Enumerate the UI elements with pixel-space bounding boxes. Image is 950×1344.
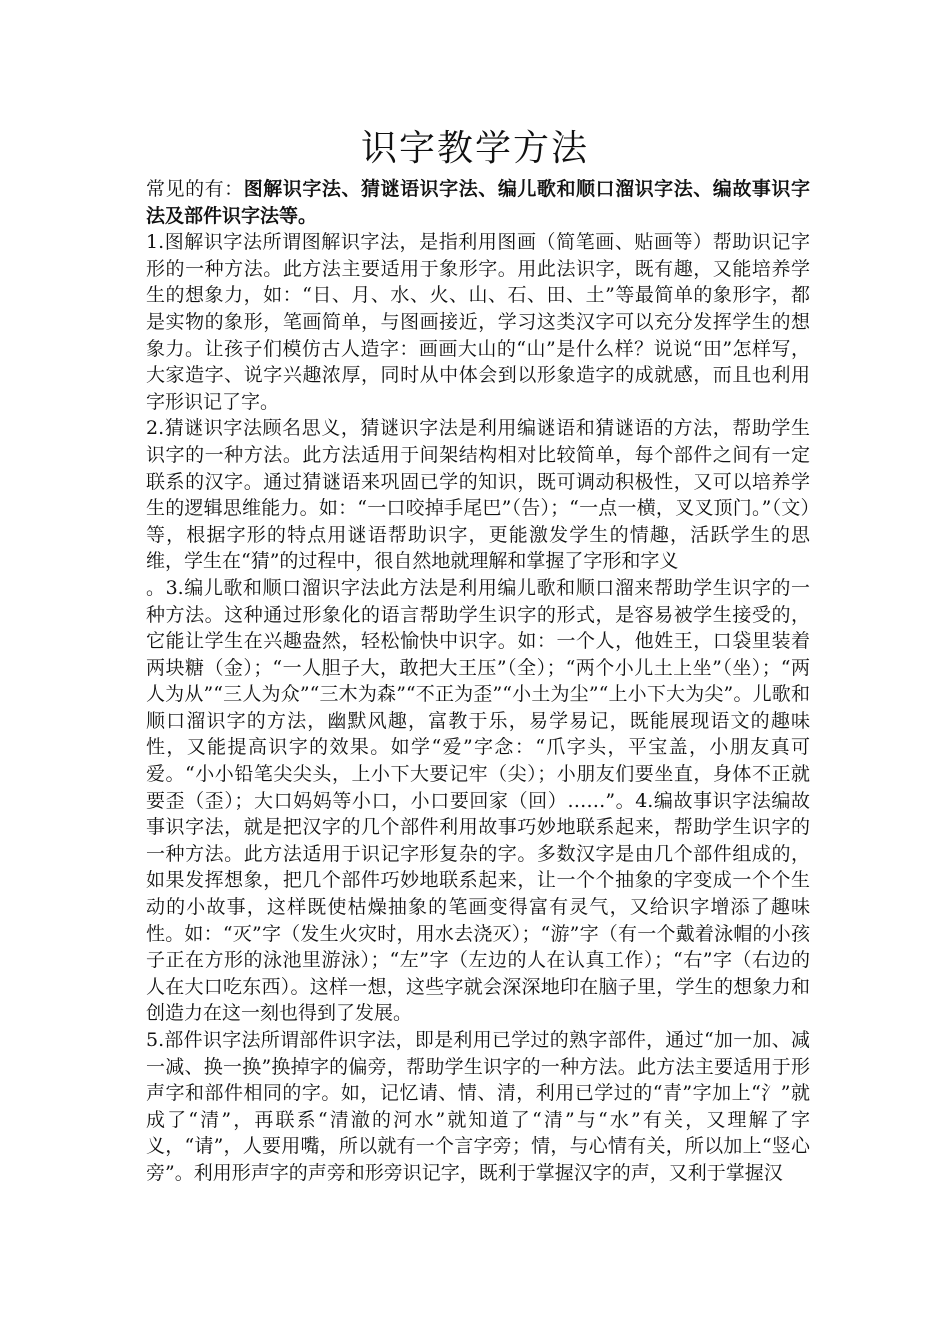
intro-prefix: 常见的有： xyxy=(146,178,244,200)
paragraph-component-method: 5.部件识字法所谓部件识字法，即是利用已学过的熟字部件，通过“加一加、减一减、换一换”换掉字的偏旁，帮助学生识字的一种方法。此方法主要适用于形声字和部件相同的字。如，记忆请、情、清，利用已学过的“青”字加上“氵”就成了“清”，再联系“清澈的河水”就知道了“清”与“水”有关，又理解了字义，“请”，人要用嘴，所以就有一个言字旁；情，与心情有关，所以加上“竖心旁”。利用形声字的声旁和形旁识记字，既利于掌握汉字的声，又利于掌握汉 xyxy=(146,1029,810,1184)
intro-methods-list: 图解识字法、猜谜语识字法、编儿歌和顺口溜识字法、编故事识字法及部件识字法等。 xyxy=(146,178,810,227)
document-title: 识字教学方法 xyxy=(360,128,589,169)
paragraph-riddle-method: 2.猜谜识字法顾名思义，猜谜识字法是利用编谜语和猜谜语的方法，帮助学生识字的一种方法。此方法适用于间架结构相对比较简单，每个部件之间有一定联系的汉字。通过猜谜语来巩固已学的知识，既可调动积极性，又可以培养学生的逻辑思维能力。如：“一口咬掉手尾巴”（告）；“一点一横，叉叉顶门。”（文）等，根据字形的特点用谜语帮助识字，更能激发学生的情趣，活跃学生的思维，学生在“猜”的过程中，很自然地就理解和掌握了字形和字义 xyxy=(146,417,810,573)
paragraph-rhyme-and-story-method: 。3.编儿歌和顺口溜识字法此方法是利用编儿歌和顺口溜来帮助学生识字的一种方法。这种通过形象化的语言帮助学生识字的形式，是容易被学生接受的，它能让学生在兴趣盎然，轻松愉快中识字。如：一个人，他姓王，口袋里装着两块糖（金）；“一人胆子大，敢把大王压”（全）；“两个小儿土上坐”（坐）；“两人为从”“三人为众”“三木为森”“不正为歪”“小土为尘”“上小下大为尖”。儿歌和顺口溜识字的方法，幽默风趣，富教于乐，易学易记，既能展现语文的趣味性，又能提高识字的效果。如学“爱”字念：“爪字头，平宝盖，小朋友真可爱。“小小铅笔尖尖头，上小下大要记牢（尖）；小朋友们要坐直，身体不正就要歪（歪）；大口妈妈等小口，小口要回家（回）……”。4.编故事识字法编故事识字法，就是把汉字的几个部件利用故事巧妙地联系起来，帮助学生识字的一种方法。此方法适用于识记字形复杂的字。多数汉字是由几个部件组成的，如果发挥想象，把几个部件巧妙地联系起来，让一个个抽象的字变成一个个生动的小故事，这样既使枯燥抽象的笔画变得富有灵气，又给识字增添了趣味性。如：“灭”字（发生火灾时，用水去浇灭）；“游”字（有一个戴着泳帽的小孩子正在方形的泳池里游泳）；“左”字（左边的人在认真工作）；“右”字（右边的人在大口吃东西）。这样一想，这些字就会深深地印在脑子里，学生的想象力和创造力在这一刻也得到了发展。 xyxy=(146,576,810,1025)
intro-paragraph xyxy=(146,176,810,229)
document-body xyxy=(146,176,810,1187)
paragraph-picture-method: 1.图解识字法所谓图解识字法，是指利用图画（简笔画、贴画等）帮助识记字形的一种方法。此方法主要适用于象形字。用此法识字，既有趣，又能培养学生的想象力，如：“日、月、水、火、山、石、田、土”等最简单的象形字，都是实物的象形，笔画简单，与图画接近，学习这类汉字可以充分发挥学生的想象力。让孩子们模仿古人造字：画画大山的“山”是什么样？说说“田”怎样写，大家造字、说字兴趣浓厚，同时从中体会到以形象造字的成就感，而且也利用字形识记了字。 xyxy=(146,231,810,413)
